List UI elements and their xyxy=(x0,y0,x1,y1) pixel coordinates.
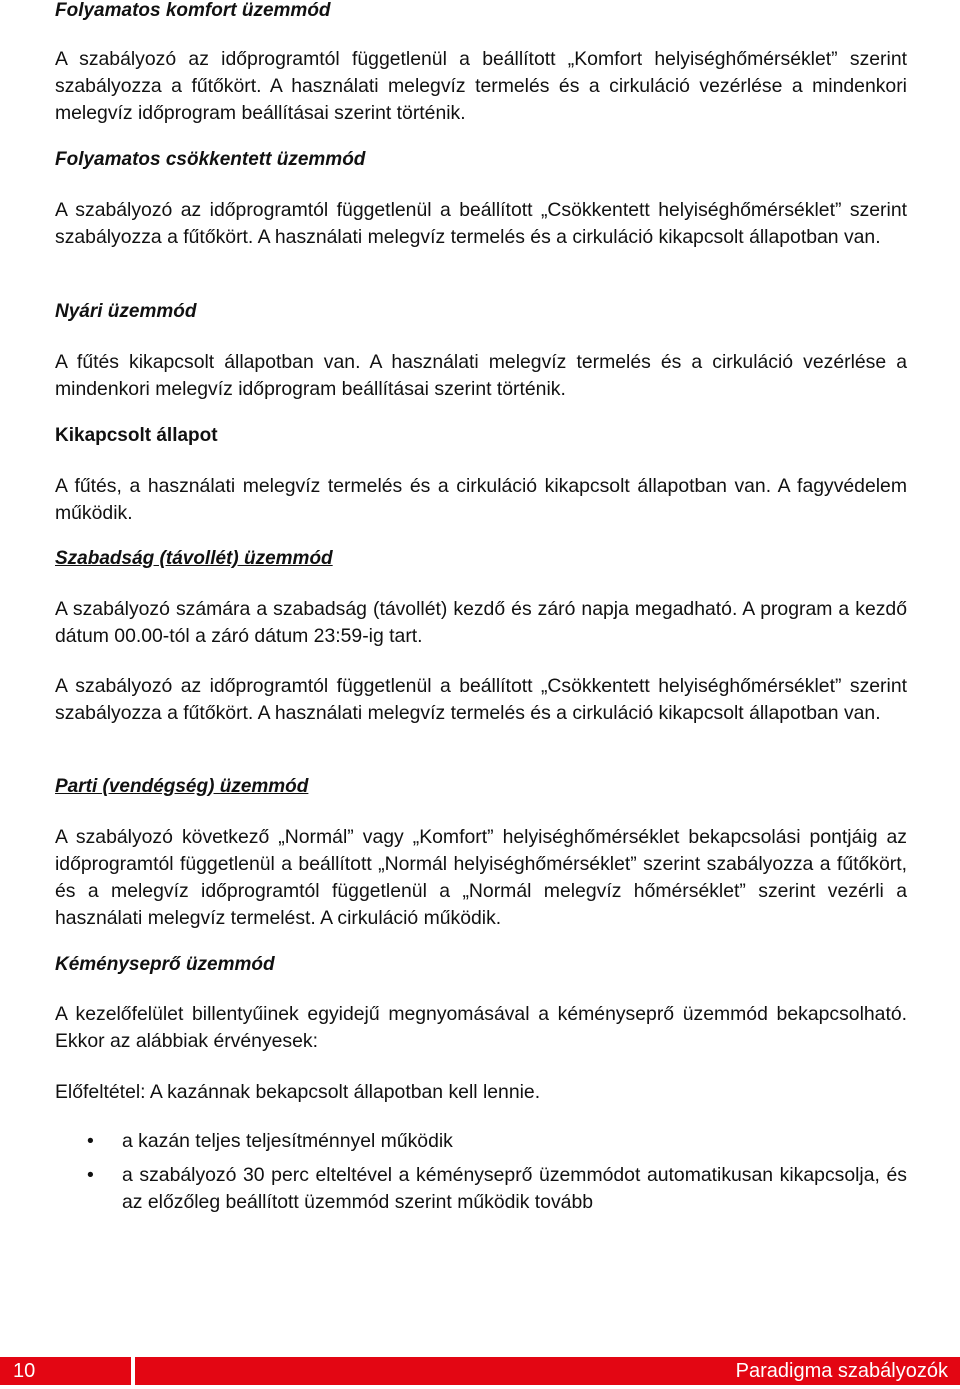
section-paragraph: A szabályozó az időprogramtól függetlenül a beállított „Komfort helyiséghőmérséklet” szerint szabályozza a fűtőkört. A használati melegvíz termelés és a cirkuláció vezérlése a mindenkori melegvíz időprogram beállításai szerint történik. xyxy=(55,48,907,124)
bullet-list xyxy=(55,1128,907,1223)
page-footer xyxy=(0,1357,960,1389)
section-heading-csokkentett: Folyamatos csökkentett üzemmód xyxy=(55,149,366,170)
section-heading-nyari: Nyári üzemmód xyxy=(55,301,197,322)
section-heading-szabadsag: Szabadság (távollét) üzemmód xyxy=(55,548,333,569)
section-heading-komfort: Folyamatos komfort üzemmód xyxy=(55,0,331,21)
page-number-box xyxy=(0,1357,131,1385)
list-item xyxy=(55,1162,907,1216)
bullet-icon: • xyxy=(87,1164,94,1186)
section-heading-kemenysepro: Kéményseprő üzemmód xyxy=(55,954,275,975)
list-item xyxy=(55,1128,907,1155)
section-heading-parti: Parti (vendégség) üzemmód xyxy=(55,776,309,797)
bullet-icon: • xyxy=(87,1130,94,1152)
section-paragraph: A szabályozó az időprogramtól függetlenül a beállított „Csökkentett helyiséghőmérséklet” szerint szabályozza a fűtőkört. A használati melegvíz termelés és a cirkuláció kikapcsolt állapotban van. xyxy=(55,199,907,248)
list-item-text: a szabályozó 30 perc elteltével a kéményseprő üzemmódot automatikusan kikapcsolja, és az előzőleg beállított üzemmód szerint működik tovább xyxy=(122,1164,907,1213)
list-item-text: a kazán teljes teljesítménnyel működik xyxy=(122,1130,453,1152)
brand-box xyxy=(135,1357,960,1385)
brand-name: Paradigma szabályozók xyxy=(735,1360,948,1382)
section-paragraph: A szabályozó számára a szabadság (távollét) kezdő és záró napja megadható. A program a kezdő dátum 00.00-tól a záró dátum 23:59-ig tart. xyxy=(55,598,907,647)
section-paragraph: A kezelőfelület billentyűinek egyidejű megnyomásával a kéményseprő üzemmód bekapcsolható. Ekkor az alábbiak érvényesek: xyxy=(55,1003,907,1052)
section-heading-kikapcsolt: Kikapcsolt állapot xyxy=(55,425,218,446)
page-number: 10 xyxy=(13,1360,36,1382)
section-paragraph: A fűtés kikapcsolt állapotban van. A használati melegvíz termelés és a cirkuláció vezérlése a mindenkori melegvíz időprogram beállításai szerint történik. xyxy=(55,351,907,400)
section-paragraph: Előfeltétel: A kazánnak bekapcsolt állapotban kell lennie. xyxy=(55,1081,541,1103)
section-paragraph: A szabályozó az időprogramtól függetlenül a beállított „Csökkentett helyiséghőmérséklet” szerint szabályozza a fűtőkört. A használati melegvíz termelés és a cirkuláció kikapcsolt állapotban van. xyxy=(55,675,907,724)
section-paragraph: A fűtés, a használati melegvíz termelés és a cirkuláció kikapcsolt állapotban van. A fagyvédelem működik. xyxy=(55,475,907,524)
section-paragraph: A szabályozó következő „Normál” vagy „Komfort” helyiséghőmérséklet bekapcsolási pontjáig az időprogramtól függetlenül a beállított „Normál helyiséghőmérséklet” szerint szabályozza a fűtőkört, és a melegvíz időprogramtól függetlenül a „Normál melegvíz hőmérséklet” szerint vezérli a használati melegvíz termelést. A cirkuláció működik. xyxy=(55,826,907,929)
